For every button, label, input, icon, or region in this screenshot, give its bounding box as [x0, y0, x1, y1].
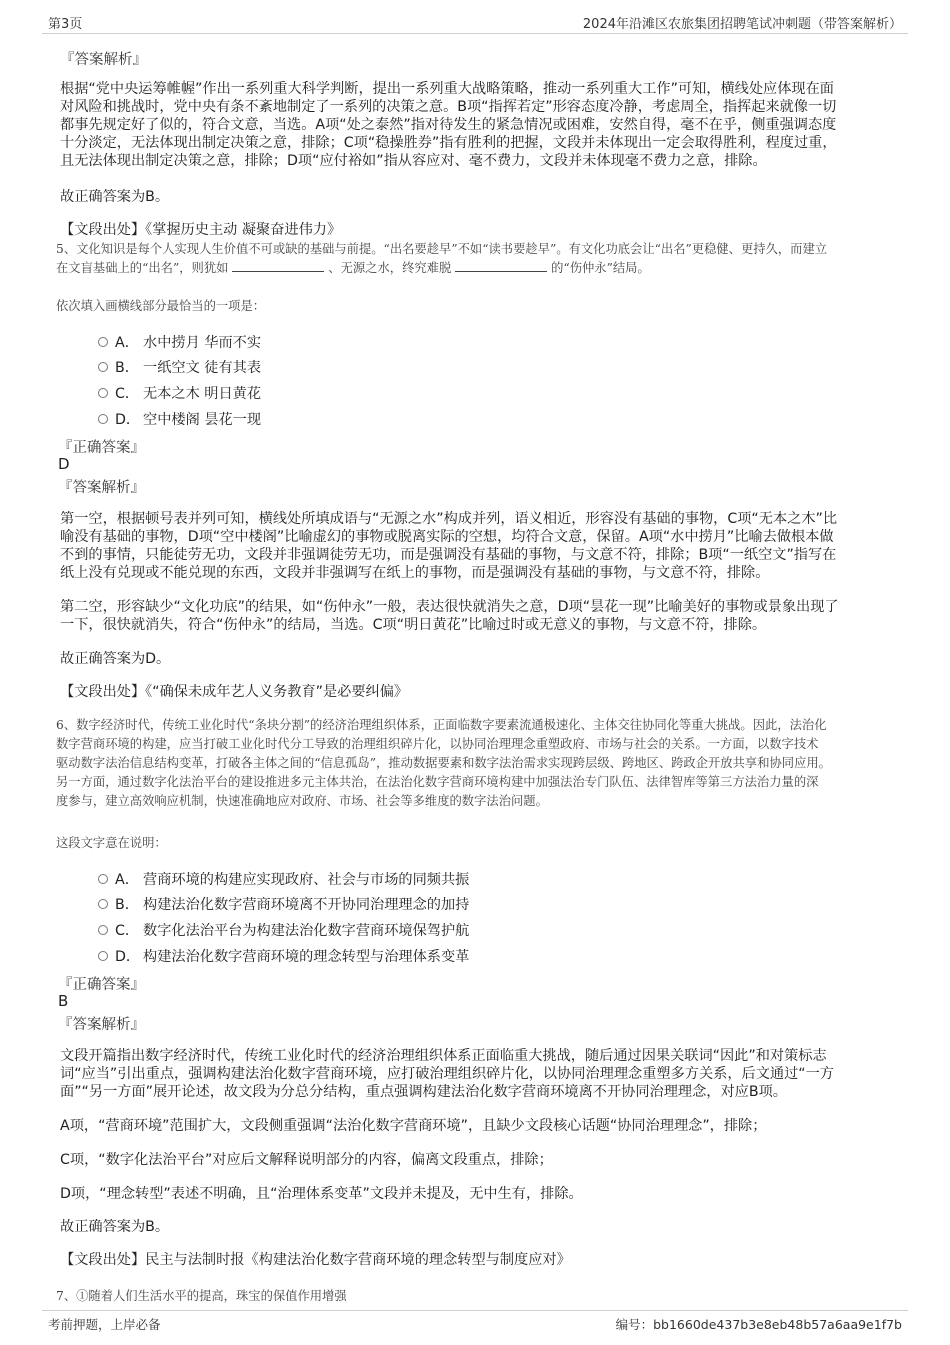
q4-analysis-line: 根据“党中央运筹帷幄”作出一系列重大科学判断，提出一系列重大战略策略，推动一系列重大工作”可知，横线处应体现在面 [60, 81, 834, 97]
q4-analysis-line: 十分淡定，无法体现出制定决策之意，排除；C项“稳操胜券”指有胜利的把握，文段并未体现出一定会取得胜利，程度过重， [60, 135, 837, 151]
q5-stem [56, 240, 827, 278]
fill-blank-1 [232, 259, 324, 272]
q4-analysis-line: 对风险和挑战时，党中央有条不紊地制定了一系列的决策之意。B项“指挥若定”形容态度冷静，考虑周全，指挥起来就像一切 [60, 99, 837, 115]
q6-stem-line: 度参与，建立高效响应机制，快速准确地应对政府、市场、社会等多维度的数字法治问题。 [56, 794, 548, 808]
q4-conclusion: 故正确答案为B。 [60, 189, 170, 205]
q6-analysis-a: A项，“营商环境”范围扩大，文段侧重强调“法治化数字营商环境”，且缺少文段核心话题“协同治理理念”，排除； [60, 1118, 767, 1134]
q6-conclusion: 故正确答案为B。 [60, 1219, 170, 1235]
q5-conclusion: 故正确答案为D。 [60, 651, 171, 667]
q5-option-a[interactable]: A． 水中捞月 华而不实 [98, 332, 261, 352]
q6-stem [56, 716, 831, 811]
q5-stem-line: 在文盲基础上的“出名”，则犹如 、无源之水，终究难脱 的“伤仲永”结局。 [56, 261, 650, 275]
q6-correct-answer: B [58, 992, 69, 1010]
q5-analysis-line: 不到的事情，只能徒劳无功，文段并非强调徒劳无功，而是强调没有基础的事物，与文意不符，排除；B项“一纸空文”指写在 [60, 547, 837, 563]
q6-analysis-line: 文段开篇指出数字经济时代，传统工业化时代的经济治理组织体系正面临重大挑战，随后通过因果关联词“因此”和对策标志 [60, 1048, 827, 1064]
radio-button-icon[interactable] [98, 388, 108, 398]
q5-correct-answer-label: 『正确答案』 [58, 440, 145, 456]
q5-analysis-line: 第二空，形容缺少“文化功底”的结果，如“伤仲永”一般，表达很快就消失之意，D项“昙花一现”比喻美好的事物或景象出现了 [60, 599, 839, 615]
radio-button-icon[interactable] [98, 874, 108, 884]
q5-correct-answer: D [58, 455, 70, 473]
radio-button-icon[interactable] [98, 362, 108, 372]
page-number: 第3页 [48, 17, 83, 32]
q5-analysis-p2 [60, 598, 839, 634]
q6-stem-line: 驱动数字法治信息结构变革，打破各主体之间的“信息孤岛”，推动数据要素和数字法治需求实现跨层级、跨地区、跨政企开放共享和协同应用。 [56, 756, 831, 770]
q5-analysis-line: 喻没有基础的事物，D项“空中楼阁”比喻虚幻的事物或脱离实际的空想，均符合文意，保留。A项“水中捞月”比喻去做根本做 [60, 529, 834, 545]
q6-analysis-label: 『答案解析』 [58, 1017, 145, 1033]
q6-analysis-d: D项，“理念转型”表述不明确，且“治理体系变革”文段并未提及，无中生有，排除。 [60, 1186, 583, 1202]
radio-button-icon[interactable] [98, 337, 108, 347]
q4-source: 【文段出处】《掌握历史主动 凝聚奋进伟力》 [60, 222, 342, 238]
q5-prompt: 依次填入画横线部分最恰当的一项是： [56, 299, 266, 313]
q5-stem-line: 5、文化知识是每个人实现人生价值不可或缺的基础与前提。“出名要趁早”不如“读书要趁早”。有文化功底会让“出名”更稳健、更持久，而建立 [56, 242, 828, 256]
q6-analysis-line: 词“应当”引出重点，强调构建法治化数字营商环境，应打破治理组织碎片化，以协同治理理念重塑多方关系，后文通过“一方 [60, 1066, 834, 1082]
q4-analysis [60, 80, 837, 170]
q6-analysis-p1 [60, 1047, 834, 1101]
document-code: 编号：bb1660de437b3e8eb48b57a6aa9e1f7b [615, 1317, 902, 1332]
q6-option-a[interactable]: A． 营商环境的构建应实现政府、社会与市场的同频共振 [98, 869, 469, 889]
q6-source: 【文段出处】民主与法制时报《构建法治化数字营商环境的理念转型与制度应对》 [60, 1252, 571, 1268]
radio-button-icon[interactable] [98, 899, 108, 909]
q5-option-d[interactable]: D． 空中楼阁 昙花一现 [98, 409, 261, 429]
q6-option-d[interactable]: D． 构建法治化数字营商环境的理念转型与治理体系变革 [98, 946, 469, 966]
radio-button-icon[interactable] [98, 951, 108, 961]
q6-correct-answer-label: 『正确答案』 [58, 977, 145, 993]
q6-stem-line: 6、数字经济时代，传统工业化时代“条块分割”的经济治理组织体系，正面临数字要素流通极速化、主体交往协同化等重大挑战。因此，法治化 [56, 718, 827, 732]
q7-stem: 7、①随着人们生活水平的提高，珠宝的保值作用增强 [56, 1289, 347, 1303]
q6-stem-line: 另一方面，通过数字化法治平台的建设推进多元主体共治，在法治化数字营商环境构建中加强法治专门队伍、法律智库等第三方法治力量的深 [56, 775, 819, 789]
q6-option-c[interactable]: C． 数字化法治平台为构建法治化数字营商环境保驾护航 [98, 920, 469, 940]
q4-analysis-line: 且无法体现出制定决策之意，排除；D项“应付裕如”指从容应对、毫不费力，文段并未体现毫不费力之意，排除。 [60, 153, 767, 169]
document-title: 2024年沿滩区农旅集团招聘笔试冲刺题（带答案解析） [582, 17, 902, 32]
radio-button-icon[interactable] [98, 925, 108, 935]
q5-analysis-line: 第一空，根据顿号表并列可知，横线处所填成语与“无源之水”构成并列，语义相近，形容没有基础的事物，C项“无本之木”比 [60, 511, 838, 527]
q4-analysis-label: 『答案解析』 [60, 52, 147, 68]
q6-option-b[interactable]: B． 构建法治化数字营商环境离不开协同治理理念的加持 [98, 894, 469, 914]
footer-slogan: 考前押题，上岸必备 [48, 1317, 161, 1332]
q5-analysis-line: 纸上没有兑现或不能兑现的东西，文段并非强调写在纸上的事物，而是强调没有基础的事物，与文意不符，排除。 [60, 565, 770, 581]
q6-analysis-c: C项，“数字化法治平台”对应后文解释说明部分的内容，偏离文段重点，排除； [60, 1152, 553, 1168]
q6-prompt: 这段文字意在说明： [56, 836, 167, 850]
q5-option-c[interactable]: C． 无本之木 明日黄花 [98, 383, 261, 403]
radio-button-icon[interactable] [98, 414, 108, 424]
q5-analysis-label: 『答案解析』 [58, 480, 145, 496]
q5-option-b[interactable]: B． 一纸空文 徒有其表 [98, 357, 261, 377]
q5-source: 【文段出处】《“确保未成年艺人义务教育”是必要纠偏》 [60, 684, 409, 700]
fill-blank-2 [455, 259, 547, 272]
q4-analysis-line: 都事先规定好了似的，符合文意，当选。A项“处之泰然”指对待发生的紧急情况或困难，安然自得，毫不在乎，侧重强调态度 [60, 117, 837, 133]
page-footer [42, 1310, 908, 1334]
q5-analysis-p1 [60, 510, 837, 582]
q6-analysis-line: 面”“另一方面”展开论述，故文段为分总分结构，重点强调构建法治化数字营商环境离不开协同治理理念，对应B项。 [60, 1084, 787, 1100]
q6-stem-line: 数字营商环境的构建，应当打破工业化时代分工导致的治理组织碎片化，以协同治理理念重塑政府、市场与社会的关系。一方面，以数字技术 [56, 737, 819, 751]
q5-analysis-line: 一下，很快就消失，符合“伤仲永”的结局，当选。C项“明日黄花”比喻过时或无意义的事物，与文意不符，排除。 [60, 617, 767, 633]
page-header [42, 13, 908, 34]
